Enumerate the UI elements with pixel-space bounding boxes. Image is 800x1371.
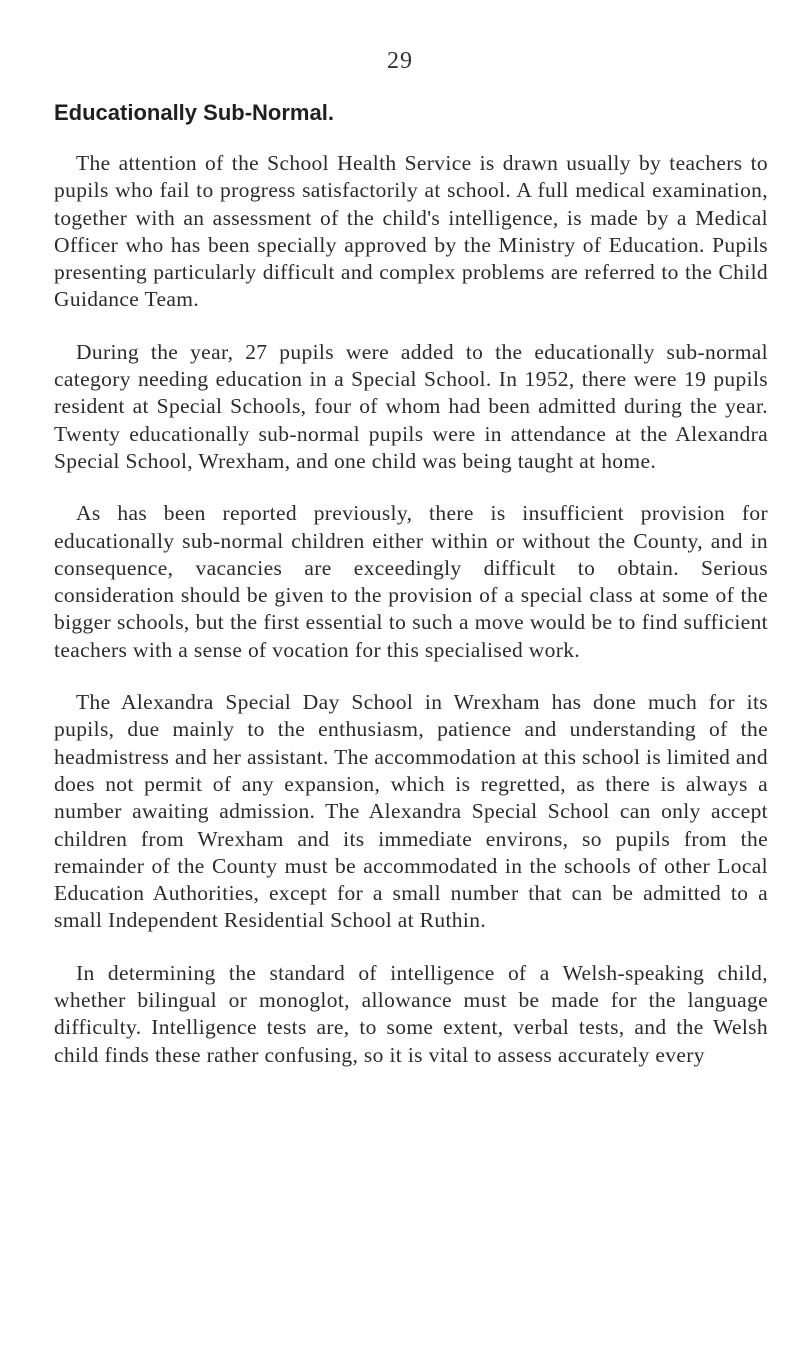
paragraph-welsh-speaking: In determining the standard of intelligence of a Welsh-speaking child, whether bilingual or monoglot, allowance must be made for the language difficulty. Intelligence tests are, to some extent, verbal tests, and the Welsh child finds these rather confusing, so it is vital to assess accurately every (54, 960, 768, 1067)
paragraph-alexandra-school: The Alexandra Special Day School in Wrexham has done much for its pupils, due mainly to the enthusiasm, patience and understanding of the headmistress and her assistant. The accommodation at this school is limited and does not permit of any expansion, which is regretted, as there is always a number awaiting admission. The Alexandra Special School can only accept children from Wrexham and its immediate environs, so pupils from the remainder of the County must be accommodated in the schools of other Local Education Authorities, except for a small number that can be admitted to a small Independent Residential School at Ruthin. (54, 690, 768, 933)
paragraph-provision: As has been reported previously, there is insufficient provision for educationally sub-normal children either within or without the County, and in consequence, vacancies are exceedingly difficult to obtain. Serious consideration should be given to the provision of a special class at some of the bigger schools, but the first essential to such a move would be to find sufficient teachers with a sense of vocation for this specialised work. (54, 501, 768, 662)
paragraph-referral: The attention of the School Health Service is drawn usually by teachers to pupils who fail to progress satisfactorily at school. A full medical examination, together with an assessment of the child's intelligence, is made by a Medical Officer who has been specially approved by the Ministry of Education. Pupils presenting particularly difficult and complex problems are referred to the Child Guidance Team. (54, 151, 768, 312)
page-number: 29 (387, 48, 413, 74)
body-text (54, 150, 768, 1094)
section-heading: Educationally Sub-Normal. (54, 100, 334, 125)
paragraph-statistics: During the year, 27 pupils were added to the educationally sub-normal category needing education in a Special School. In 1952, there were 19 pupils resident at Special Schools, four of whom had been admitted during the year. Twenty educationally sub-normal pupils were in attendance at the Alexandra Special School, Wrexham, and one child was being taught at home. (54, 339, 768, 473)
